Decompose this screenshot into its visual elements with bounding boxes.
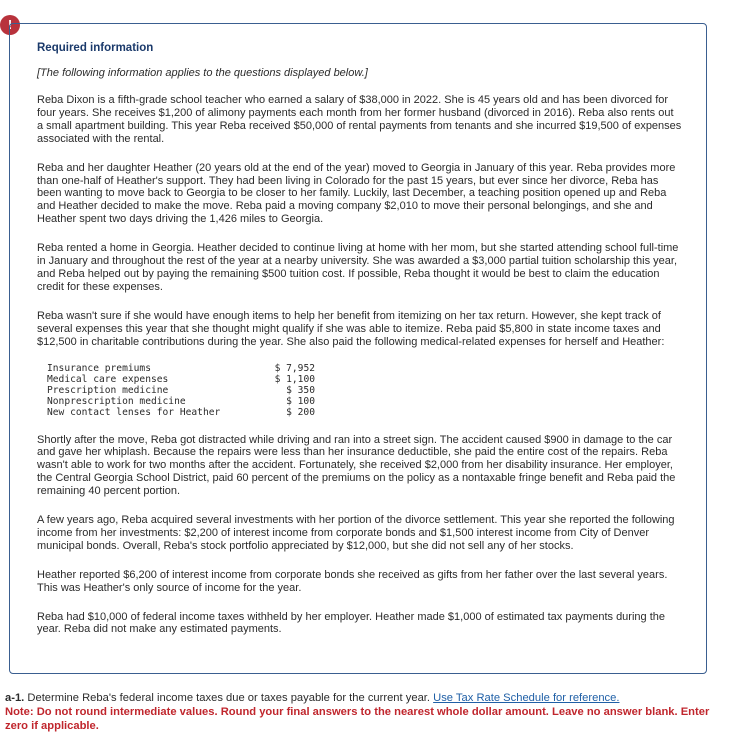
expense-amount: $ 100	[286, 395, 315, 407]
panel-note: [The following information applies to the questions displayed below.]	[37, 67, 368, 79]
paragraph: Heather reported $6,200 of interest income from corporate bonds she received as gifts from her father over the last several years. This was Heather's only source of income for the year.	[37, 568, 668, 594]
paragraph: A few years ago, Reba acquired several investments with her portion of the divorce settlement. This year she reported the following income from her investments: $2,200 of interest income from corporate bonds and $1,500 interest income from City of Denver municipal bonds. Overall, Reba's stock portfolio appreciated by $12,000, but she did not sell any of her stocks.	[37, 514, 675, 552]
paragraph: Reba had $10,000 of federal income taxes withheld by her employer. Heather made $1,000 of estimated tax payments during the year. Reba did not make any estimated payments.	[37, 610, 665, 636]
panel-title: Required information	[37, 42, 154, 54]
question-text: Determine Reba's federal income taxes due or taxes payable for the current year.	[24, 692, 434, 704]
table-row	[47, 374, 315, 385]
expense-label: New contact lenses for Heather	[47, 406, 221, 418]
expense-label: Nonprescription medicine	[47, 395, 186, 407]
table-row	[47, 363, 315, 374]
alert-icon: !	[0, 15, 20, 35]
paragraph: Reba wasn't sure if she would have enough items to help her benefit from itemizing on her tax return. However, she kept track of several expenses this year that she thought might qualify if she was able to itemize. Reba paid $5,800 in state income taxes and $12,500 in charitable contributions during the year. She also paid the following medical-related expenses for herself and Heather:	[37, 309, 665, 348]
paragraph: Reba Dixon is a fifth-grade school teacher who earned a salary of $38,000 in 2022. She is 45 years old and has been divorced for four years. She receives $1,200 of alimony payments each month from her former husband (divorced in 2016). Reba also rents out a small apartment building. This year Reba received $50,000 of rental payments from tenants and she incurred $19,500 of expenses associated with the rental.	[37, 94, 682, 145]
paragraph: Reba and her daughter Heather (20 years old at the end of the year) moved to Georgia in January of this year. Reba provides more than one-half of Heather's support. They had been living in Colorado for the past 15 years, but ever since her divorce, Reba has been wanting to move back to Georgia to be closer to her family. Luckily, last December, a teaching position opened up and Reba and Heather decided to make the move. Reba paid a moving company $2,010 to move their personal belongings, and she and Heather spent two days driving the 1,426 miles to Georgia.	[37, 161, 676, 226]
table-row	[47, 385, 315, 396]
medical-expenses-table	[47, 363, 315, 418]
required-information-panel	[9, 23, 707, 674]
question-note: Note: Do not round intermediate values. Round your final answers to the nearest whole dollar amount. Leave no answer blank. Enter zero if applicable.	[5, 706, 710, 732]
expense-amount: $ 7,952	[274, 362, 315, 374]
expense-label: Prescription medicine	[47, 384, 169, 396]
table-row	[47, 407, 315, 418]
tax-rate-schedule-link[interactable]: Use Tax Rate Schedule for reference.	[433, 692, 620, 704]
paragraph: Shortly after the move, Reba got distracted while driving and ran into a street sign. The accident caused $900 in damage to the car and gave her whiplash. Because the repairs were less than her insurance deductible, she paid the entire cost of the repairs. Reba wasn't able to work for two months after the accident. Fortunately, she received $2,000 from her disability insurance. Her employer, the Central Georgia School District, paid 60 percent of the premiums on the policy as a nontaxable fringe benefit and Reba paid the remaining 40 percent portion.	[37, 433, 676, 498]
panel-content	[37, 42, 682, 652]
expense-amount: $ 200	[286, 406, 315, 418]
expense-amount: $ 1,100	[274, 373, 315, 385]
expense-amount: $ 350	[286, 384, 315, 396]
question-block	[5, 691, 727, 733]
table-row	[47, 396, 315, 407]
question-id: a-1.	[5, 692, 25, 704]
expense-label: Medical care expenses	[47, 373, 169, 385]
expense-label: Insurance premiums	[47, 362, 151, 374]
paragraph: Reba rented a home in Georgia. Heather decided to continue living at home with her mom, but she started attending school full-time in January and throughout the rest of the year at a nearby university. She was awarded a $3,000 partial tuition scholarship this year, and Reba helped out by paying the remaining $500 tuition cost. If possible, Reba thought it would be best to claim the education credit for these expenses.	[37, 242, 679, 293]
